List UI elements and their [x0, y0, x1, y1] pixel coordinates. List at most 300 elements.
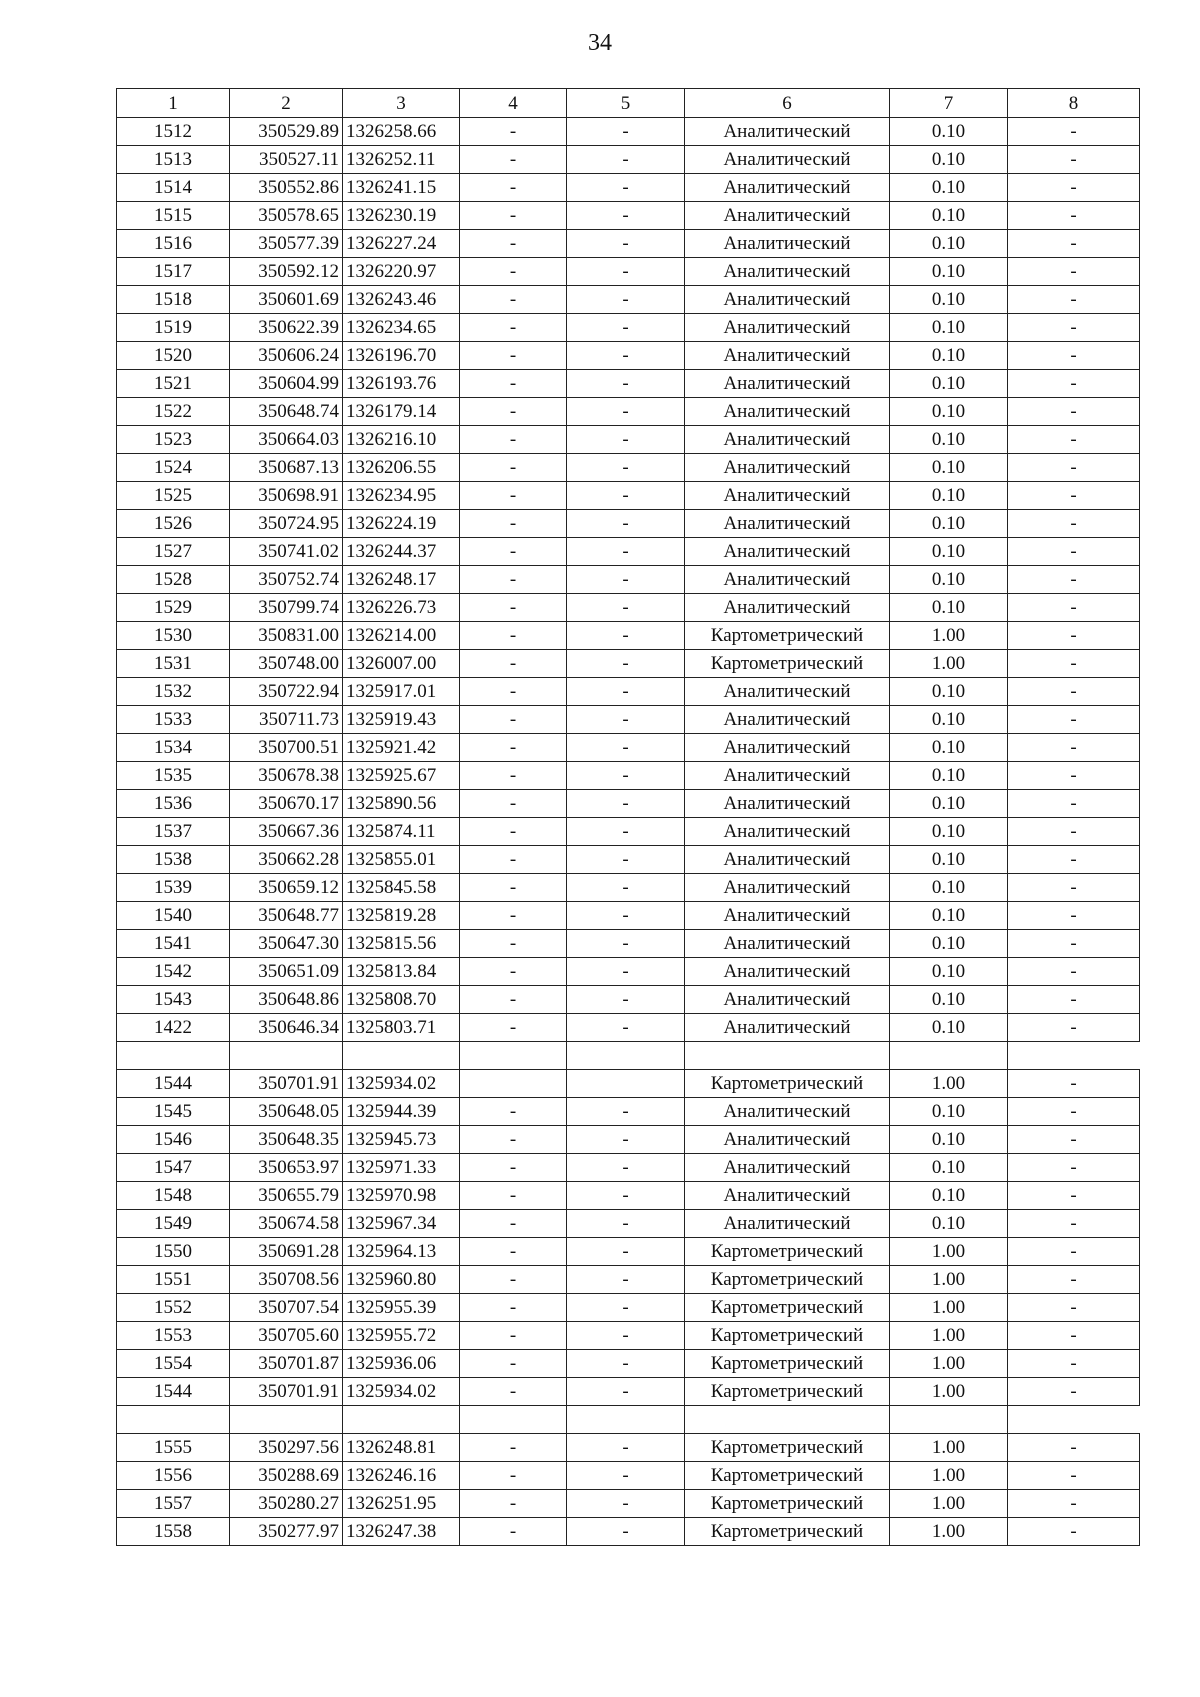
x-coordinate-cell: 350831.00 [230, 622, 343, 650]
col5-cell: - [567, 1266, 685, 1294]
col4-cell: - [460, 1182, 567, 1210]
table-row [117, 286, 1140, 314]
table-row [117, 706, 1140, 734]
x-coordinate-cell: 350577.39 [230, 230, 343, 258]
col4-cell: - [460, 1210, 567, 1238]
point-number-cell: 1553 [117, 1322, 230, 1350]
table-row [117, 594, 1140, 622]
empty-cell [890, 1042, 1008, 1070]
method-cell: Аналитический [685, 706, 890, 734]
col4-cell: - [460, 370, 567, 398]
method-cell: Аналитический [685, 958, 890, 986]
y-coordinate-cell: 1326246.16 [343, 1462, 460, 1490]
col5-cell: - [567, 1322, 685, 1350]
x-coordinate-cell: 350297.56 [230, 1434, 343, 1462]
point-number-cell: 1539 [117, 874, 230, 902]
col5-cell: - [567, 370, 685, 398]
method-cell: Картометрический [685, 1462, 890, 1490]
table-row [117, 1070, 1140, 1098]
point-number-cell: 1558 [117, 1518, 230, 1546]
column-header-row [117, 89, 1140, 118]
accuracy-cell: 0.10 [890, 1182, 1008, 1210]
method-cell: Аналитический [685, 454, 890, 482]
col5-cell: - [567, 706, 685, 734]
y-coordinate-cell: 1326206.55 [343, 454, 460, 482]
col8-cell: - [1008, 594, 1140, 622]
col5-cell: - [567, 818, 685, 846]
empty-cell [890, 1406, 1008, 1434]
table-row [117, 1462, 1140, 1490]
table-row [117, 1490, 1140, 1518]
empty-cell [460, 1406, 567, 1434]
y-coordinate-cell: 1325845.58 [343, 874, 460, 902]
col8-cell: - [1008, 482, 1140, 510]
accuracy-cell: 0.10 [890, 986, 1008, 1014]
col4-cell: - [460, 398, 567, 426]
method-cell: Аналитический [685, 286, 890, 314]
coordinates-table [116, 88, 1140, 1546]
y-coordinate-cell: 1326252.11 [343, 146, 460, 174]
accuracy-cell: 1.00 [890, 1294, 1008, 1322]
column-header: 6 [685, 89, 890, 118]
point-number-cell: 1556 [117, 1462, 230, 1490]
col4-cell: - [460, 1462, 567, 1490]
x-coordinate-cell: 350741.02 [230, 538, 343, 566]
method-cell: Аналитический [685, 1098, 890, 1126]
col4-cell: - [460, 1434, 567, 1462]
col8-cell: - [1008, 846, 1140, 874]
y-coordinate-cell: 1326214.00 [343, 622, 460, 650]
accuracy-cell: 1.00 [890, 1434, 1008, 1462]
col4-cell: - [460, 286, 567, 314]
x-coordinate-cell: 350646.34 [230, 1014, 343, 1042]
table-row [117, 202, 1140, 230]
point-number-cell: 1537 [117, 818, 230, 846]
y-coordinate-cell: 1326244.37 [343, 538, 460, 566]
col5-cell: - [567, 902, 685, 930]
x-coordinate-cell: 350592.12 [230, 258, 343, 286]
x-coordinate-cell: 350601.69 [230, 286, 343, 314]
col5-cell: - [567, 1098, 685, 1126]
col5-cell: - [567, 1518, 685, 1546]
col4-cell: - [460, 510, 567, 538]
y-coordinate-cell: 1325936.06 [343, 1350, 460, 1378]
col4-cell: - [460, 594, 567, 622]
empty-cell [230, 1042, 343, 1070]
col4-cell: - [460, 734, 567, 762]
col5-cell: - [567, 174, 685, 202]
x-coordinate-cell: 350748.00 [230, 650, 343, 678]
col4-cell: - [460, 762, 567, 790]
col4-cell: - [460, 174, 567, 202]
table-row [117, 622, 1140, 650]
y-coordinate-cell: 1326226.73 [343, 594, 460, 622]
point-number-cell: 1519 [117, 314, 230, 342]
y-coordinate-cell: 1326230.19 [343, 202, 460, 230]
x-coordinate-cell: 350678.38 [230, 762, 343, 790]
table-row [117, 874, 1140, 902]
table-row [117, 1098, 1140, 1126]
x-coordinate-cell: 350578.65 [230, 202, 343, 230]
accuracy-cell: 1.00 [890, 1350, 1008, 1378]
method-cell: Аналитический [685, 566, 890, 594]
table-row [117, 174, 1140, 202]
column-header: 5 [567, 89, 685, 118]
table-row [117, 146, 1140, 174]
method-cell: Картометрический [685, 1434, 890, 1462]
column-header: 2 [230, 89, 343, 118]
point-number-cell: 1548 [117, 1182, 230, 1210]
accuracy-cell: 0.10 [890, 930, 1008, 958]
accuracy-cell: 0.10 [890, 734, 1008, 762]
point-number-cell: 1544 [117, 1378, 230, 1406]
table-row [117, 846, 1140, 874]
x-coordinate-cell: 350662.28 [230, 846, 343, 874]
point-number-cell: 1557 [117, 1490, 230, 1518]
accuracy-cell: 0.10 [890, 174, 1008, 202]
y-coordinate-cell: 1325944.39 [343, 1098, 460, 1126]
col4-cell: - [460, 622, 567, 650]
method-cell: Аналитический [685, 1182, 890, 1210]
point-number-cell: 1518 [117, 286, 230, 314]
table-row [117, 230, 1140, 258]
method-cell: Аналитический [685, 986, 890, 1014]
x-coordinate-cell: 350664.03 [230, 426, 343, 454]
method-cell: Аналитический [685, 510, 890, 538]
col5-cell: - [567, 1462, 685, 1490]
accuracy-cell: 0.10 [890, 790, 1008, 818]
col5-cell: - [567, 1350, 685, 1378]
point-number-cell: 1517 [117, 258, 230, 286]
col5-cell: - [567, 510, 685, 538]
x-coordinate-cell: 350799.74 [230, 594, 343, 622]
col8-cell: - [1008, 1126, 1140, 1154]
empty-cell [567, 1406, 685, 1434]
method-cell: Аналитический [685, 1210, 890, 1238]
col4-cell: - [460, 846, 567, 874]
col5-cell: - [567, 1294, 685, 1322]
point-number-cell: 1523 [117, 426, 230, 454]
col8-cell: - [1008, 706, 1140, 734]
col5-cell: - [567, 594, 685, 622]
accuracy-cell: 0.10 [890, 258, 1008, 286]
accuracy-cell: 0.10 [890, 314, 1008, 342]
x-coordinate-cell: 350529.89 [230, 118, 343, 146]
x-coordinate-cell: 350708.56 [230, 1266, 343, 1294]
accuracy-cell: 1.00 [890, 1322, 1008, 1350]
point-number-cell: 1538 [117, 846, 230, 874]
col4-cell: - [460, 258, 567, 286]
table-row [117, 1014, 1140, 1042]
x-coordinate-cell: 350691.28 [230, 1238, 343, 1266]
separator-row [117, 1042, 1140, 1070]
col4-cell: - [460, 1518, 567, 1546]
col5-cell: - [567, 650, 685, 678]
col8-cell: - [1008, 1266, 1140, 1294]
col8-cell: - [1008, 818, 1140, 846]
col5-cell: - [567, 846, 685, 874]
x-coordinate-cell: 350701.91 [230, 1070, 343, 1098]
accuracy-cell: 1.00 [890, 1070, 1008, 1098]
x-coordinate-cell: 350648.74 [230, 398, 343, 426]
point-number-cell: 1525 [117, 482, 230, 510]
col8-cell: - [1008, 1182, 1140, 1210]
table-row [117, 342, 1140, 370]
y-coordinate-cell: 1325967.34 [343, 1210, 460, 1238]
col5-cell: - [567, 1238, 685, 1266]
x-coordinate-cell: 350648.35 [230, 1126, 343, 1154]
col5-cell: - [567, 1154, 685, 1182]
col4-cell: - [460, 930, 567, 958]
col5-cell: - [567, 1126, 685, 1154]
col4-cell [460, 1070, 567, 1098]
page-number: 34 [588, 30, 612, 56]
method-cell: Аналитический [685, 538, 890, 566]
point-number-cell: 1536 [117, 790, 230, 818]
col4-cell: - [460, 566, 567, 594]
col8-cell: - [1008, 1070, 1140, 1098]
accuracy-cell: 1.00 [890, 1266, 1008, 1294]
accuracy-cell: 0.10 [890, 482, 1008, 510]
col4-cell: - [460, 146, 567, 174]
accuracy-cell: 0.10 [890, 566, 1008, 594]
col8-cell: - [1008, 1378, 1140, 1406]
method-cell: Аналитический [685, 398, 890, 426]
method-cell: Картометрический [685, 1266, 890, 1294]
y-coordinate-cell: 1325921.42 [343, 734, 460, 762]
point-number-cell: 1528 [117, 566, 230, 594]
empty-cell [460, 1042, 567, 1070]
col4-cell: - [460, 986, 567, 1014]
x-coordinate-cell: 350674.58 [230, 1210, 343, 1238]
col8-cell: - [1008, 398, 1140, 426]
point-number-cell: 1544 [117, 1070, 230, 1098]
method-cell: Аналитический [685, 370, 890, 398]
y-coordinate-cell: 1326251.95 [343, 1490, 460, 1518]
col5-cell: - [567, 986, 685, 1014]
col8-cell: - [1008, 174, 1140, 202]
col8-cell: - [1008, 1294, 1140, 1322]
point-number-cell: 1534 [117, 734, 230, 762]
accuracy-cell: 0.10 [890, 594, 1008, 622]
col4-cell: - [460, 230, 567, 258]
col8-cell: - [1008, 1434, 1140, 1462]
col4-cell: - [460, 902, 567, 930]
y-coordinate-cell: 1326248.81 [343, 1434, 460, 1462]
col8-cell: - [1008, 622, 1140, 650]
y-coordinate-cell: 1326258.66 [343, 118, 460, 146]
method-cell: Аналитический [685, 846, 890, 874]
point-number-cell: 1549 [117, 1210, 230, 1238]
table-row [117, 1210, 1140, 1238]
col8-cell: - [1008, 230, 1140, 258]
accuracy-cell: 1.00 [890, 1518, 1008, 1546]
column-header: 3 [343, 89, 460, 118]
method-cell: Аналитический [685, 790, 890, 818]
col8-cell: - [1008, 986, 1140, 1014]
col4-cell: - [460, 958, 567, 986]
x-coordinate-cell: 350648.86 [230, 986, 343, 1014]
col4-cell: - [460, 1266, 567, 1294]
col8-cell: - [1008, 258, 1140, 286]
accuracy-cell: 0.10 [890, 118, 1008, 146]
col8-cell: - [1008, 566, 1140, 594]
point-number-cell: 1555 [117, 1434, 230, 1462]
table-row [117, 930, 1140, 958]
table-row [117, 1154, 1140, 1182]
x-coordinate-cell: 350527.11 [230, 146, 343, 174]
col4-cell: - [460, 650, 567, 678]
col8-cell: - [1008, 650, 1140, 678]
col8-cell: - [1008, 1098, 1140, 1126]
point-number-cell: 1422 [117, 1014, 230, 1042]
col5-cell: - [567, 566, 685, 594]
col8-cell: - [1008, 118, 1140, 146]
col5-cell: - [567, 762, 685, 790]
point-number-cell: 1550 [117, 1238, 230, 1266]
accuracy-cell: 0.10 [890, 1210, 1008, 1238]
col5-cell: - [567, 454, 685, 482]
y-coordinate-cell: 1325925.67 [343, 762, 460, 790]
y-coordinate-cell: 1326193.76 [343, 370, 460, 398]
col8-cell: - [1008, 902, 1140, 930]
method-cell: Картометрический [685, 1350, 890, 1378]
col5-cell: - [567, 678, 685, 706]
col8-cell: - [1008, 370, 1140, 398]
x-coordinate-cell: 350724.95 [230, 510, 343, 538]
col4-cell: - [460, 1126, 567, 1154]
table-row [117, 1322, 1140, 1350]
method-cell: Аналитический [685, 1126, 890, 1154]
accuracy-cell: 0.10 [890, 230, 1008, 258]
point-number-cell: 1527 [117, 538, 230, 566]
table-row [117, 258, 1140, 286]
x-coordinate-cell: 350705.60 [230, 1322, 343, 1350]
point-number-cell: 1514 [117, 174, 230, 202]
col4-cell: - [460, 426, 567, 454]
point-number-cell: 1552 [117, 1294, 230, 1322]
method-cell: Аналитический [685, 230, 890, 258]
y-coordinate-cell: 1326227.24 [343, 230, 460, 258]
accuracy-cell: 0.10 [890, 398, 1008, 426]
col8-cell: - [1008, 1490, 1140, 1518]
x-coordinate-cell: 350670.17 [230, 790, 343, 818]
table-row [117, 734, 1140, 762]
table-row [117, 118, 1140, 146]
y-coordinate-cell: 1326234.65 [343, 314, 460, 342]
y-coordinate-cell: 1325934.02 [343, 1378, 460, 1406]
method-cell: Аналитический [685, 874, 890, 902]
col5-cell: - [567, 342, 685, 370]
accuracy-cell: 0.10 [890, 538, 1008, 566]
point-number-cell: 1531 [117, 650, 230, 678]
col4-cell: - [460, 1490, 567, 1518]
col4-cell: - [460, 1322, 567, 1350]
x-coordinate-cell: 350280.27 [230, 1490, 343, 1518]
col4-cell: - [460, 342, 567, 370]
table-row [117, 958, 1140, 986]
table-row [117, 538, 1140, 566]
table-row [117, 1238, 1140, 1266]
col8-cell: - [1008, 1518, 1140, 1546]
col5-cell: - [567, 1490, 685, 1518]
point-number-cell: 1526 [117, 510, 230, 538]
table-row [117, 1182, 1140, 1210]
point-number-cell: 1547 [117, 1154, 230, 1182]
col8-cell: - [1008, 1350, 1140, 1378]
empty-cell [117, 1406, 230, 1434]
accuracy-cell: 0.10 [890, 510, 1008, 538]
col8-cell: - [1008, 286, 1140, 314]
y-coordinate-cell: 1326248.17 [343, 566, 460, 594]
empty-cell [1008, 1042, 1140, 1070]
empty-cell [230, 1406, 343, 1434]
accuracy-cell: 0.10 [890, 1126, 1008, 1154]
column-header: 7 [890, 89, 1008, 118]
y-coordinate-cell: 1325934.02 [343, 1070, 460, 1098]
method-cell: Аналитический [685, 118, 890, 146]
y-coordinate-cell: 1325855.01 [343, 846, 460, 874]
col5-cell: - [567, 230, 685, 258]
x-coordinate-cell: 350701.87 [230, 1350, 343, 1378]
table-row [117, 818, 1140, 846]
point-number-cell: 1545 [117, 1098, 230, 1126]
col8-cell: - [1008, 790, 1140, 818]
col4-cell: - [460, 874, 567, 902]
x-coordinate-cell: 350648.05 [230, 1098, 343, 1126]
point-number-cell: 1516 [117, 230, 230, 258]
col8-cell: - [1008, 1462, 1140, 1490]
accuracy-cell: 0.10 [890, 678, 1008, 706]
accuracy-cell: 1.00 [890, 1490, 1008, 1518]
table-row [117, 762, 1140, 790]
col4-cell: - [460, 454, 567, 482]
empty-cell [685, 1042, 890, 1070]
method-cell: Аналитический [685, 202, 890, 230]
table-row [117, 398, 1140, 426]
accuracy-cell: 0.10 [890, 454, 1008, 482]
accuracy-cell: 1.00 [890, 1378, 1008, 1406]
accuracy-cell: 0.10 [890, 370, 1008, 398]
y-coordinate-cell: 1326179.14 [343, 398, 460, 426]
col5-cell: - [567, 118, 685, 146]
col5-cell: - [567, 1210, 685, 1238]
x-coordinate-cell: 350651.09 [230, 958, 343, 986]
accuracy-cell: 1.00 [890, 1462, 1008, 1490]
y-coordinate-cell: 1326220.97 [343, 258, 460, 286]
point-number-cell: 1522 [117, 398, 230, 426]
table-row [117, 1434, 1140, 1462]
y-coordinate-cell: 1325819.28 [343, 902, 460, 930]
accuracy-cell: 1.00 [890, 650, 1008, 678]
point-number-cell: 1530 [117, 622, 230, 650]
col8-cell: - [1008, 314, 1140, 342]
col4-cell: - [460, 118, 567, 146]
x-coordinate-cell: 350659.12 [230, 874, 343, 902]
y-coordinate-cell: 1326234.95 [343, 482, 460, 510]
point-number-cell: 1535 [117, 762, 230, 790]
table-row [117, 1294, 1140, 1322]
col5-cell: - [567, 958, 685, 986]
column-header: 8 [1008, 89, 1140, 118]
table-row [117, 1126, 1140, 1154]
x-coordinate-cell: 350277.97 [230, 1518, 343, 1546]
col4-cell: - [460, 790, 567, 818]
col4-cell: - [460, 706, 567, 734]
x-coordinate-cell: 350606.24 [230, 342, 343, 370]
column-header: 4 [460, 89, 567, 118]
point-number-cell: 1533 [117, 706, 230, 734]
